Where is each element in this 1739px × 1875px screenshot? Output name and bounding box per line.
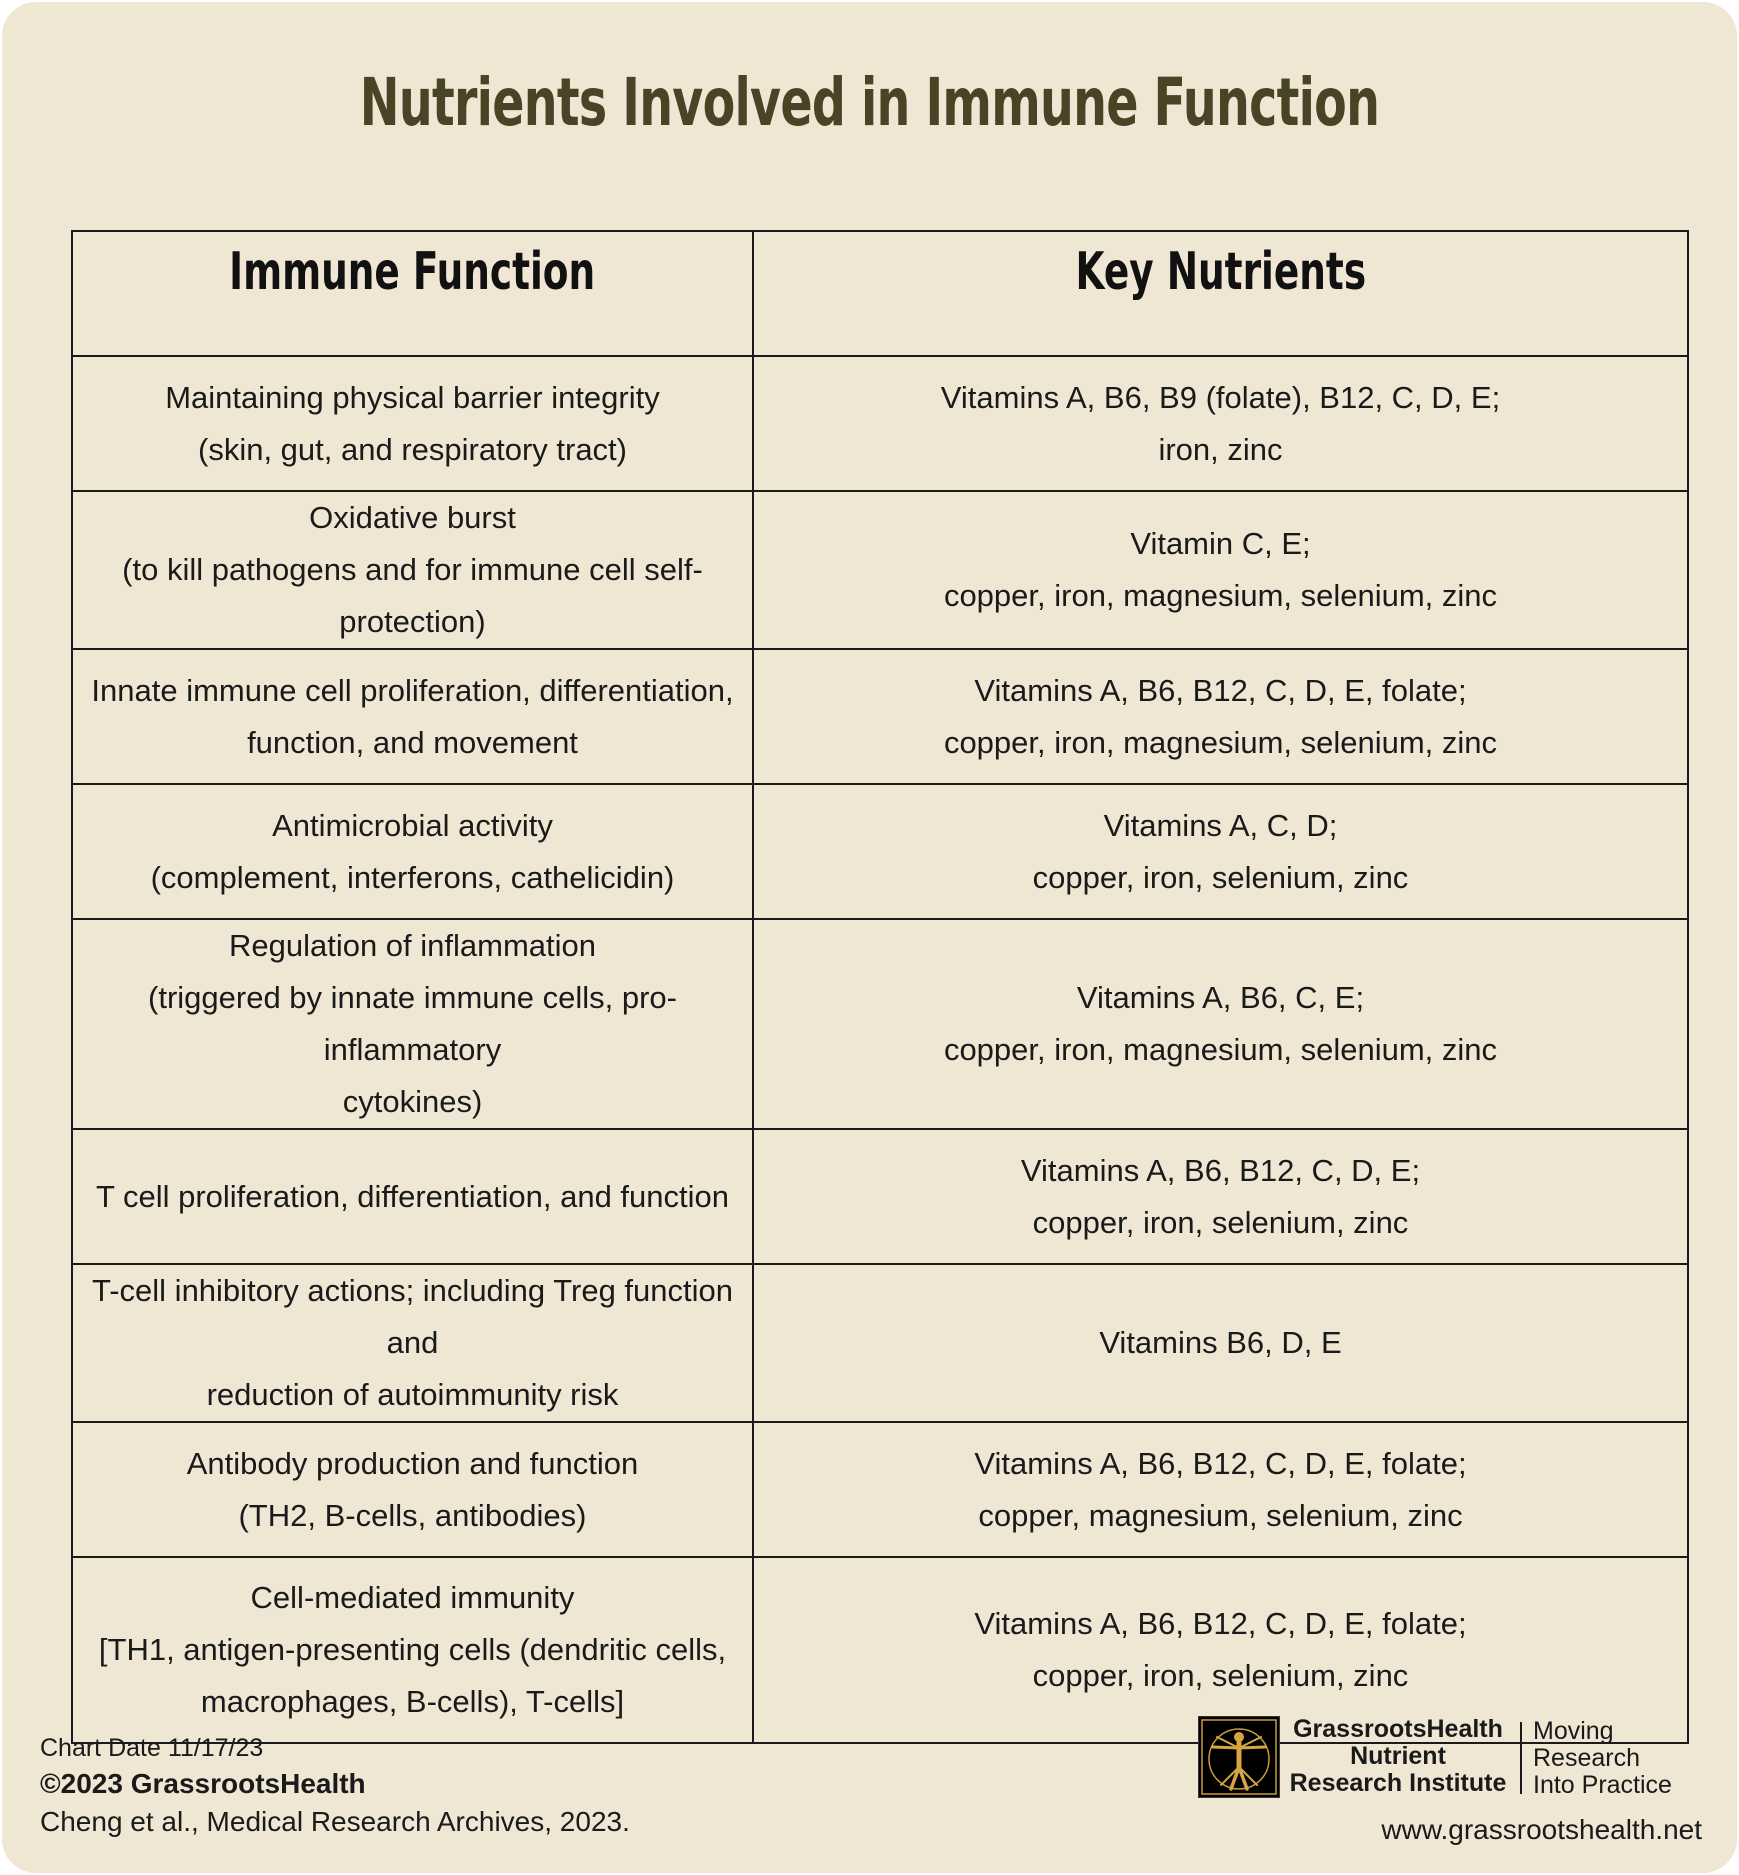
org-name: GrassrootsHealth Nutrient Research Institute [1289,1715,1507,1797]
key-nutrients-cell: Vitamins A, B6, B12, C, D, E, folate; copper, iron, selenium, zinc [753,1557,1688,1743]
vitruvian-man-icon [1198,1716,1280,1798]
header-key-nutrients: Key Nutrients [753,231,1688,356]
citation: Cheng et al., Medical Research Archives, 2023. [40,1806,630,1837]
immune-function-cell: Regulation of inflammation (triggered by innate immune cells, pro-inflammatory cytokines) [72,919,753,1129]
header-immune-function: Immune Function [72,231,753,356]
nutrients-table [71,230,1689,1744]
immune-function-cell: Maintaining physical barrier integrity (skin, gut, and respiratory tract) [72,356,753,491]
table-row [72,491,1688,649]
page-title: Nutrients Involved in Immune Function [359,64,1380,141]
key-nutrients-cell: Vitamins A, B6, B12, C, D, E, folate; copper, iron, magnesium, selenium, zinc [753,649,1688,784]
logo-divider [1520,1722,1522,1794]
key-nutrients-cell: Vitamins A, B6, B12, C, D, E; copper, iron, selenium, zinc [753,1129,1688,1264]
key-nutrients-cell: Vitamins A, B6, B9 (folate), B12, C, D, E; iron, zinc [753,356,1688,491]
immune-function-cell: T-cell inhibitory actions; including Treg function and reduction of autoimmunity risk [72,1264,753,1422]
key-nutrients-cell: Vitamins B6, D, E [753,1264,1688,1422]
key-nutrients-cell: Vitamin C, E; copper, iron, magnesium, selenium, zinc [753,491,1688,649]
immune-function-cell: Antibody production and function (TH2, B-cells, antibodies) [72,1422,753,1557]
key-nutrients-cell: Vitamins A, C, D; copper, iron, selenium, zinc [753,784,1688,919]
immune-function-cell: Oxidative burst (to kill pathogens and for immune cell self-protection) [72,491,753,649]
table-row [72,356,1688,491]
immune-function-cell: Innate immune cell proliferation, differentiation, function, and movement [72,649,753,784]
table-row [72,784,1688,919]
immune-function-cell: T cell proliferation, differentiation, and function [72,1129,753,1264]
website-link[interactable]: www.grassrootshealth.net [1381,1814,1702,1845]
table-header-row [72,231,1688,356]
table-row [72,1129,1688,1264]
immune-function-cell: Cell-mediated immunity [TH1, antigen-presenting cells (dendritic cells, macrophages, B-cells), T-cells] [72,1557,753,1743]
chart-date: Chart Date 11/17/23 [40,1734,264,1762]
table-row [72,1264,1688,1422]
footer-credits [40,1731,630,1841]
table-row [72,649,1688,784]
key-nutrients-cell: Vitamins A, B6, B12, C, D, E, folate; copper, magnesium, selenium, zinc [753,1422,1688,1557]
table-row [72,919,1688,1129]
immune-function-cell: Antimicrobial activity (complement, interferons, cathelicidin) [72,784,753,919]
key-nutrients-cell: Vitamins A, B6, C, E; copper, iron, magnesium, selenium, zinc [753,919,1688,1129]
copyright: ©2023 GrassrootsHealth [40,1768,366,1799]
infographic-card [2,2,1737,1873]
tagline: Moving Research Into Practice [1533,1717,1672,1799]
table-row [72,1422,1688,1557]
